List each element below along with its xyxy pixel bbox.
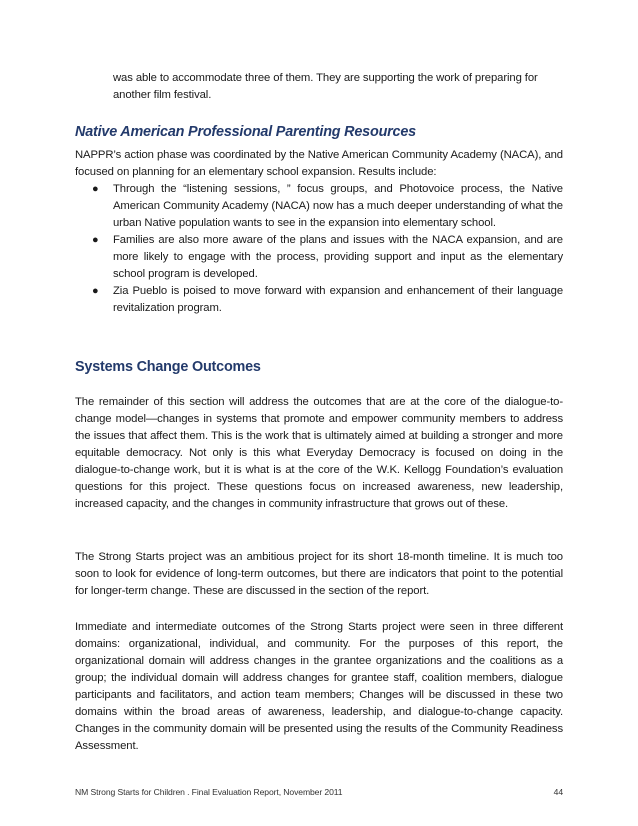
- bullet-icon: ●: [92, 234, 99, 246]
- footer-title: NM Strong Starts for Children . Final Evaluation Report, November 2011: [75, 787, 343, 797]
- bullet-icon: ●: [92, 183, 99, 195]
- bullet-icon: ●: [92, 285, 99, 297]
- continuation-text: was able to accommodate three of them. They are supporting the work of preparing for another film festival.: [113, 72, 538, 101]
- list-item: ● Through the “listening sessions, ” focus groups, and Photovoice process, the Native American Community Academy (NACA) now has a much deeper understanding of what the urban Native population wants to see in the expansion into elementary school.: [92, 183, 563, 229]
- section-intro-paragraph: NAPPR’s action phase was coordinated by the Native American Community Academy (NACA), and focused on planning for an elementary school expansion. Results include:: [75, 149, 563, 178]
- list-item: ● Zia Pueblo is poised to move forward with expansion and enhancement of their language revitalization program.: [92, 285, 563, 314]
- page-number: 44: [553, 787, 563, 797]
- body-paragraph-3: Immediate and intermediate outcomes of the Strong Starts project were seen in three different domains: organizational, individual, and community. For the purposes of this report, the organizational domain will address changes in the grantee organizations and the coalitions as a group; the individual domain will address changes for grantee staff, coalition members, dialogue participants and facilitators, and action team members; Changes will be discussed in these two domains within the broad areas of awareness, leadership, and dialogue-to-change capacity. Changes in the community domain will be presented using the results of the Community Readiness Assessment.: [75, 621, 563, 752]
- results-bullet-list: [75, 181, 563, 317]
- list-item: ● Families are also more aware of the plans and issues with the NACA expansion, and are more likely to engage with the process, providing support and input as the elementary school program is developed.: [92, 234, 563, 280]
- body-paragraph-1: The remainder of this section will address the outcomes that are at the core of the dialogue-to-change model—changes in systems that promote and empower community members to address the issues that affect them. This is the work that is ultimately aimed at building a stronger and more equitable democracy. Not only is this what Everyday Democracy is focused on doing in the dialogue-to-change work, but it is what is at the core of the W.K. Kellogg Foundation’s evaluation questions for this project. These questions focus on increased awareness, new leadership, increased capacity, and the changes in community infrastructure that grows out of these.: [75, 396, 563, 510]
- body-paragraph-2: The Strong Starts project was an ambitious project for its short 18-month timeline. It is much too soon to look for evidence of long-term outcomes, but there are indicators that point to the potential for longer-term change. These are discussed in the section of the report.: [75, 551, 563, 597]
- section-heading-nappr: Native American Professional Parenting Resources: [75, 124, 416, 140]
- page-footer: [75, 787, 563, 797]
- section-heading-systems-change: Systems Change Outcomes: [75, 359, 261, 375]
